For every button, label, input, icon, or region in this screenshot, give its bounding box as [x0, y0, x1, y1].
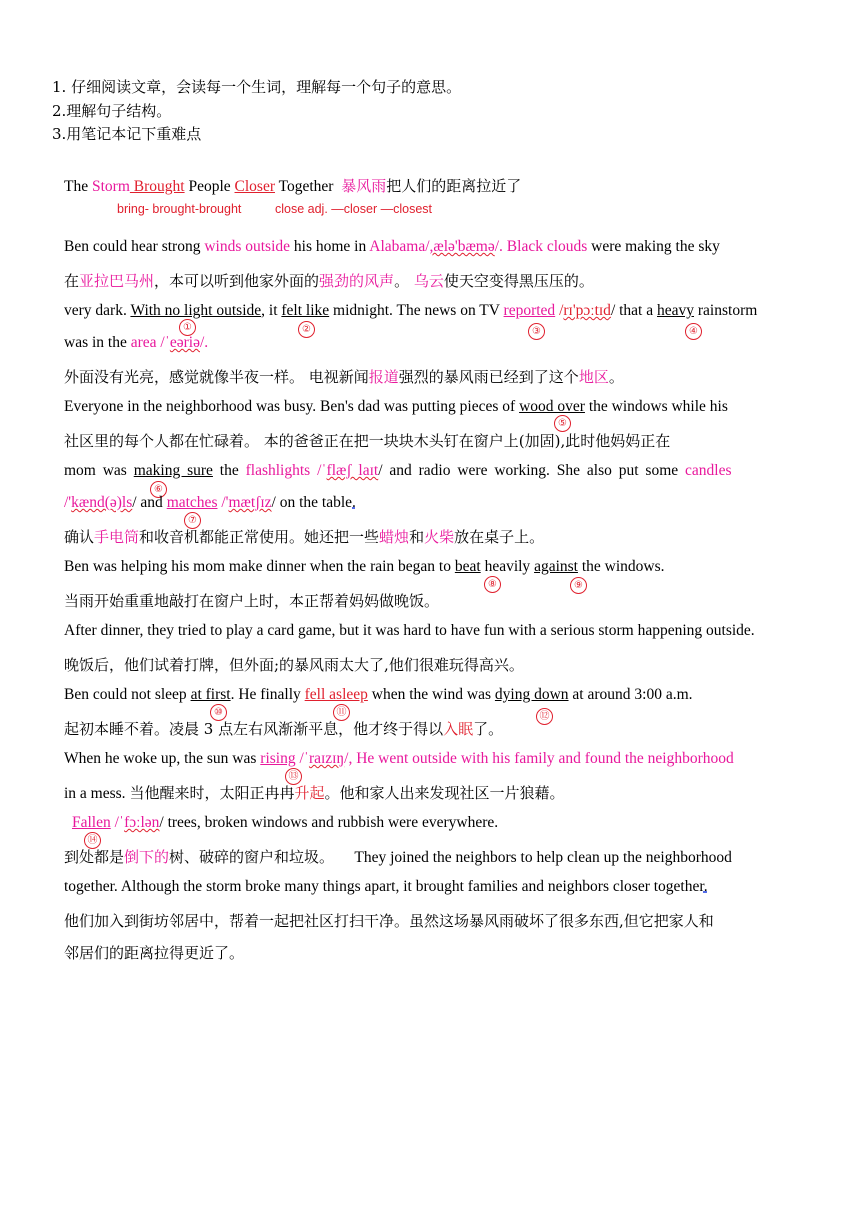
p1-zh-line1	[64, 270, 594, 291]
text: .	[352, 494, 356, 511]
text: 。	[608, 368, 624, 386]
text: 到处都是	[64, 848, 125, 866]
text: was in the	[64, 334, 131, 351]
p5-en-line1	[64, 686, 693, 704]
marker-8: ⑧	[484, 576, 501, 593]
text: mom was	[64, 462, 134, 479]
title-word: Storm	[91, 178, 130, 195]
text: were making the sky	[587, 238, 720, 255]
text: 放在桌子上。	[454, 528, 545, 546]
marker-14: ⑭	[84, 832, 101, 849]
p3-en-line1	[64, 558, 665, 576]
vocab: 手电筒	[94, 528, 140, 546]
p6-en-line3	[72, 814, 498, 832]
p3-zh-line1: 当雨开始重重地敲打在窗户上时，本正帮着妈妈做晚饭。	[64, 592, 440, 610]
title-zh: 把人们的距离拉近了	[386, 179, 522, 195]
phonetic: fɔːlən	[124, 814, 160, 831]
phonetic: /'	[64, 494, 72, 511]
vocab: /.	[494, 238, 507, 255]
phonetic: /.	[200, 334, 209, 351]
phonetic: /'	[217, 494, 229, 511]
vocab: rising	[260, 750, 296, 767]
p6-en-line1	[64, 750, 734, 768]
marker-7: ⑦	[184, 512, 201, 529]
marker-6: ⑥	[150, 481, 167, 498]
marker-3: ③	[528, 323, 545, 340]
text: ，本可以听到他家外面的	[154, 272, 320, 290]
title-word: The	[64, 178, 92, 195]
text: together. Although the storm broke many things apart, it brought families and neighbors closer together	[64, 878, 704, 895]
phonetic: /, He went outside with his family and found the neighborhood	[344, 750, 734, 767]
phonetic: eəriə	[169, 334, 200, 351]
text: 和收音机都能正常使用。她还把一些	[139, 528, 380, 546]
text: 外面没有光亮，感觉就像半夜一样。 电视新闻	[64, 368, 369, 386]
text: 确认	[64, 528, 95, 546]
title-word: Together	[274, 178, 334, 195]
marker-4: ④	[685, 323, 702, 340]
text: very dark.	[64, 302, 131, 319]
vocab: Fallen	[72, 814, 111, 831]
phonetic: /ˈ	[310, 462, 327, 479]
text: / that a	[610, 302, 657, 319]
p2-zh-line1: 社区里的每个人都在忙碌着。 本的爸爸正在把一块块木头钉在窗户上(加固),此时他妈妈正在	[64, 432, 671, 450]
text: heavily	[480, 558, 535, 575]
text: the windows while his	[584, 398, 728, 415]
p6-en-line5	[64, 878, 708, 896]
vocab: 亚拉巴马州	[79, 272, 155, 290]
vocab: matches	[166, 494, 218, 511]
instruction-1: 1. 仔细阅读文章，会读每一个生词，理解每一个句子的意思。	[52, 78, 462, 96]
phrase: dying down	[494, 686, 569, 703]
p1-en-line3	[64, 334, 208, 352]
vocab: reported	[503, 302, 556, 319]
p6-mixed-line4	[64, 846, 732, 867]
vocab: area	[130, 334, 157, 351]
vocab: 乌云	[413, 272, 444, 290]
text: at around 3:00 a.m.	[568, 686, 693, 703]
text: / and	[132, 494, 167, 511]
text: 。	[394, 272, 414, 290]
marker-12: ⑫	[536, 708, 553, 725]
text: / trees, broken windows and rubbish were everywhere.	[159, 814, 499, 831]
p2-zh-line2	[64, 526, 544, 547]
text: the windows.	[577, 558, 665, 575]
vocab: 升起	[294, 784, 325, 802]
text: when the wind was	[367, 686, 495, 703]
phonetic: /ˈ	[295, 750, 309, 767]
marker-13: ⑬	[285, 768, 302, 785]
phonetic: ,ælə'bæmə	[429, 238, 495, 255]
text: midnight. The news on TV	[329, 302, 504, 319]
phrase: making sure	[133, 462, 213, 479]
text: . He finally	[230, 686, 305, 703]
text: 起初本睡不着。凌晨 3 点左右风渐渐平息，他才终于得以	[64, 720, 444, 738]
phrase: wood over	[519, 398, 585, 415]
text: 强烈的暴风雨已经到了这个	[398, 368, 579, 386]
text: 在	[64, 272, 80, 290]
p2-en-line1	[64, 398, 728, 416]
vocab: candles	[685, 462, 732, 479]
title-zh: 暴风雨	[341, 179, 387, 195]
note-close: close adj. —closer —closest	[275, 202, 433, 216]
vocab: 地区	[578, 368, 609, 386]
text: Everyone in the neighborhood was busy. Ben's dad was putting pieces of	[64, 398, 520, 415]
text: Ben could not sleep	[64, 686, 191, 703]
vocab: 强劲的风声	[319, 272, 395, 290]
phrase: With no light outside	[130, 302, 262, 319]
p2-en-line2	[64, 462, 732, 480]
marker-9: ⑨	[570, 577, 587, 594]
phonetic: rɪ'pɔːtɪd	[563, 302, 611, 319]
vocab: fell asleep	[304, 686, 368, 703]
text: rainstorm	[694, 302, 758, 319]
phonetic: mætʃɪz	[228, 494, 272, 511]
phrase: heavy	[657, 302, 695, 319]
text: 树、破碎的窗户和垃圾。	[169, 848, 335, 866]
text: Ben could hear strong	[64, 238, 205, 255]
title-word: People	[184, 178, 235, 195]
text: .	[703, 878, 708, 895]
phonetic: /	[555, 302, 564, 319]
p6-mixed-line2	[64, 782, 564, 803]
text: the	[212, 462, 246, 479]
p6-zh-line4: 邻居们的距离拉得更近了。	[64, 944, 245, 962]
title-word: Closer	[234, 178, 275, 195]
marker-5: ⑤	[554, 415, 571, 432]
story-title	[64, 175, 521, 196]
phrase: felt like	[281, 302, 330, 319]
marker-1: ①	[179, 319, 196, 336]
text: in a mess.	[64, 785, 130, 802]
phonetic: raɪzɪŋ	[308, 750, 345, 767]
instruction-3: 3.用笔记本记下重难点	[52, 125, 202, 143]
title-word: Brought	[129, 178, 185, 195]
text: When he woke up, the sun was	[64, 750, 261, 767]
phonetic: flæʃ laɪt	[326, 462, 379, 479]
p2-en-line3	[64, 494, 356, 512]
vocab: 火柴	[424, 528, 455, 546]
instruction-2: 2.理解句子结构。	[52, 102, 172, 120]
text: / and radio were working. She also put some	[378, 462, 686, 479]
text: , it	[261, 302, 282, 319]
p1-en-line2	[64, 302, 757, 320]
p4-zh-line1: 晚饭后，他们试着打牌，但外面;的暴风雨太大了,他们很难玩得高兴。	[64, 656, 524, 674]
phrase: at first	[190, 686, 231, 703]
text: 当他醒来时，太阳正冉冉	[129, 784, 295, 802]
marker-10: ⑩	[210, 704, 227, 721]
phrase: beat	[454, 558, 481, 575]
p1-en-line1	[64, 238, 720, 256]
text: They joined the neighbors to help clean up the neighborhood	[354, 849, 732, 866]
phonetic: /ˈ	[156, 334, 170, 351]
text: his home in	[290, 238, 370, 255]
note-bring: bring- brought-brought	[117, 202, 242, 216]
vocab: 倒下的	[124, 848, 170, 866]
vocab: Alabama/	[369, 238, 430, 255]
marker-11: ⑪	[333, 704, 350, 721]
p1-zh-line2	[64, 366, 624, 387]
p6-zh-line3: 他们加入到街坊邻居中，帮着一起把社区打扫干净。虽然这场暴风雨破坏了很多东西,但它把家人和	[64, 912, 714, 930]
vocab: winds outside	[204, 238, 291, 255]
phonetic: /ˈ	[110, 814, 125, 831]
vocab: flashlights	[245, 462, 311, 479]
marker-2: ②	[298, 321, 315, 338]
text: Ben was helping his mom make dinner when the rain began to	[64, 558, 455, 575]
vocab: 入眠	[443, 720, 474, 738]
vocab: 蜡烛	[379, 528, 410, 546]
vocab: 报道	[368, 368, 399, 386]
phrase: against	[534, 558, 578, 575]
text: 了。	[473, 720, 504, 738]
text: 使天空变得黑压压的。	[443, 272, 594, 290]
phonetic: kænd(ə)ls	[71, 494, 133, 511]
text: 和	[409, 528, 425, 546]
p4-en-line1: After dinner, they tried to play a card game, but it was hard to have fun with a serious storm happening outside.	[64, 622, 755, 639]
text: 。他和家人出来发现社区一片狼藉。	[324, 784, 565, 802]
vocab: Black clouds	[506, 238, 588, 255]
p5-zh-line1	[64, 718, 503, 739]
text: / on the table	[271, 494, 353, 511]
